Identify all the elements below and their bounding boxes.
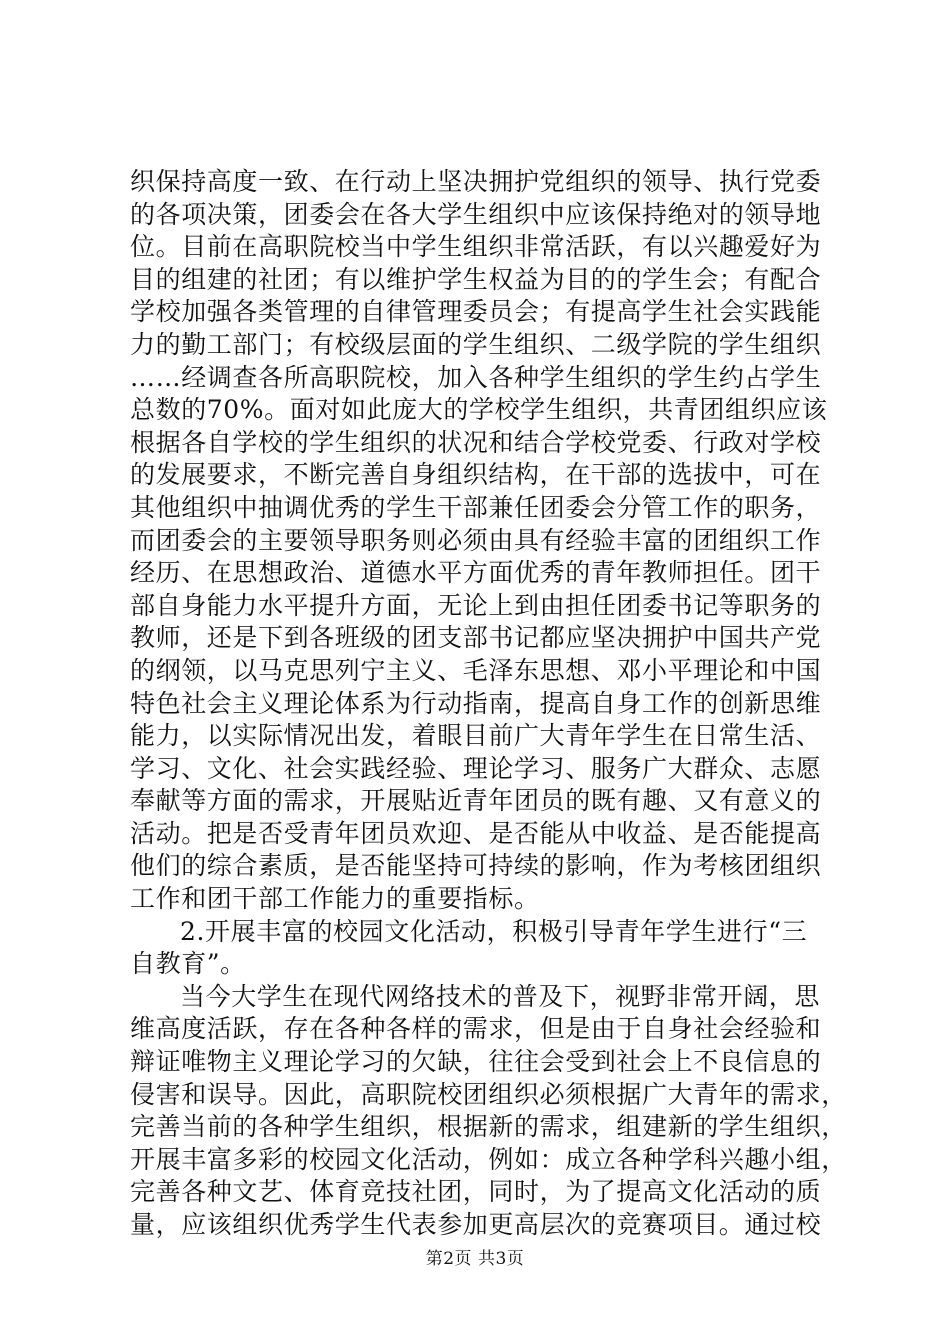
text-line: 维高度活跃，存在各种各样的需求，但是由于自身社会经验和 (130, 1014, 822, 1044)
text-line: 奉献等方面的需求，开展贴近青年团员的既有趣、又有意义的 (130, 786, 822, 816)
paragraph-section-heading (130, 916, 830, 981)
text-line: 根据各自学校的学生组织的状况和结合学校党委、行政对学校 (130, 427, 822, 457)
text-line: 工作和团干部工作能力的重要指标。 (130, 884, 540, 914)
text-line: 辩证唯物主义理论学习的欠缺，往往会受到社会上不良信息的 (130, 1047, 822, 1077)
text-line: 学习、文化、社会实践经验、理论学习、服务广大群众、志愿 (130, 753, 822, 783)
text-line: 量，应该组织优秀学生代表参加更高层次的竞赛项目。通过校 (130, 1210, 822, 1239)
text-line: 的纲领，以马克思列宁主义、毛泽东思想、邓小平理论和中国 (130, 655, 822, 685)
section-heading-line: 自教育”。 (130, 949, 246, 979)
text-line: 教师，还是下到各班级的团支部书记都应坚决拥护中国共产党 (130, 623, 822, 653)
text-line: 完善当前的各种学生组织，根据新的需求，组建新的学生组织， (130, 1112, 847, 1142)
text-line: 目的组建的社团；有以维护学生权益为目的的学生会；有配合 (130, 264, 822, 294)
text-line: 的各项决策，团委会在各大学生组织中应该保持绝对的领导地 (130, 199, 822, 229)
text-line: ……经调查各所高职院校，加入各种学生组织的学生约占学生 (130, 362, 822, 392)
page-number-footer: 第2页 共3页 (425, 1249, 525, 1269)
text-line: 他们的综合素质，是否能坚持可持续的影响，作为考核团组织 (130, 851, 822, 881)
text-line: 当今大学生在现代网络技术的普及下，视野非常开阔，思 (180, 981, 821, 1011)
text-line: 特色社会主义理论体系为行动指南，提高自身工作的创新思维 (130, 688, 822, 718)
text-line: 开展丰富多彩的校园文化活动，例如：成立各种学科兴趣小组， (130, 1144, 847, 1174)
paragraph-party-leadership (130, 166, 830, 916)
text-line: 位。目前在高职院校当中学生组织非常活跃，有以兴趣爱好为 (130, 232, 822, 262)
paragraph-campus-culture (130, 981, 847, 1242)
text-line: 其他组织中抽调优秀的学生干部兼任团委会分管工作的职务， (130, 492, 822, 522)
section-heading-line: 2.开展丰富的校园文化活动，积极引导青年学生进行“三 (180, 916, 808, 946)
text-line: 部自身能力水平提升方面，无论上到由担任团委书记等职务的 (130, 590, 822, 620)
document-body (130, 166, 847, 1242)
text-line: 经历、在思想政治、道德水平方面优秀的青年教师担任。团干 (130, 558, 822, 588)
text-line: 活动。把是否受青年团员欢迎、是否能从中收益、是否能提高 (130, 818, 822, 848)
text-line: 力的勤工部门；有校级层面的学生组织、二级学院的学生组织 (130, 329, 822, 359)
text-line: 完善各种文艺、体育竞技社团，同时，为了提高文化活动的质 (130, 1177, 822, 1207)
text-line: 的发展要求，不断完善自身组织结构，在干部的选拔中，可在 (130, 460, 822, 490)
text-line: 能力，以实际情况出发，着眼目前广大青年学生在日常生活、 (130, 721, 822, 751)
text-line: 总数的70%。面对如此庞大的学校学生组织，共青团组织应该 (130, 395, 828, 425)
text-line: 侵害和误导。因此，高职院校团组织必须根据广大青年的需求， (130, 1079, 847, 1109)
text-line: 而团委会的主要领导职务则必须由具有经验丰富的团组织工作 (130, 525, 822, 555)
text-line: 学校加强各类管理的自律管理委员会；有提高学生社会实践能 (130, 297, 822, 327)
text-line: 织保持高度一致、在行动上坚决拥护党组织的领导、执行党委 (130, 167, 822, 196)
